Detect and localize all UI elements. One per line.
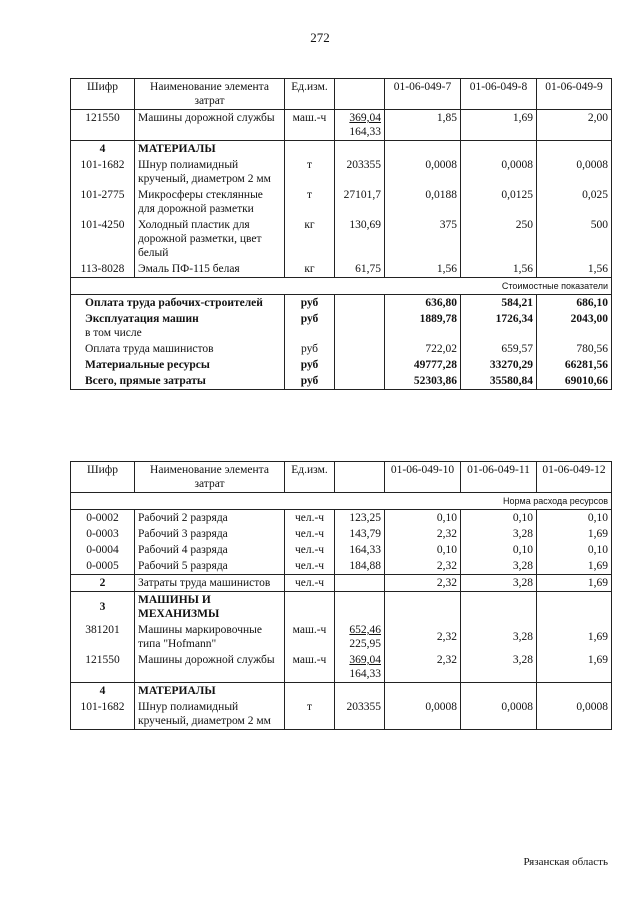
total-value-1: 1889,78 <box>385 311 461 341</box>
row-value-2: 3,28 <box>461 558 537 575</box>
region-footer: Рязанская область <box>523 856 608 868</box>
row-unit: чел.-ч <box>285 558 335 575</box>
empty-cell <box>335 575 385 592</box>
price-wage: 164,33 <box>349 126 381 138</box>
row-value-2: 0,0125 <box>461 187 537 217</box>
empty-cell <box>537 592 612 623</box>
row-code: 121550 <box>71 110 135 141</box>
row-value-1: 1,56 <box>385 261 461 278</box>
price-total: 369,04 <box>349 112 381 124</box>
header-col-7: 01-06-049-7 <box>385 79 461 110</box>
total-row <box>71 295 612 312</box>
row-name: Микросферы стеклянные для дорожной разметки <box>135 187 285 217</box>
row-name: Холодный пластик для дорожной разметки, цвет белый <box>135 217 285 261</box>
row-value-3: 0,10 <box>537 542 612 558</box>
total-value-3: 69010,66 <box>537 373 612 390</box>
total-row <box>71 341 612 357</box>
empty-cell <box>537 141 612 158</box>
row-price <box>335 622 385 652</box>
empty-cell <box>285 683 335 700</box>
header-unit: Ед.изм. <box>285 79 335 110</box>
total-unit: руб <box>285 373 335 390</box>
cost-indicators-note: Стоимостные показатели <box>71 278 612 295</box>
total-value-3: 66281,56 <box>537 357 612 373</box>
row-value-3: 1,69 <box>537 652 612 683</box>
total-value-1: 52303,86 <box>385 373 461 390</box>
empty-cell <box>537 683 612 700</box>
empty-cell <box>335 373 385 390</box>
row-value-3: 2,00 <box>537 110 612 141</box>
row-unit: чел.-ч <box>285 526 335 542</box>
row-unit: маш.-ч <box>285 622 335 652</box>
row-code: 0-0004 <box>71 542 135 558</box>
row-name: Рабочий 3 разряда <box>135 526 285 542</box>
price-wage: 225,95 <box>349 638 381 650</box>
empty-cell <box>335 341 385 357</box>
resource-table-1 <box>70 78 612 390</box>
section-number: 4 <box>71 683 135 700</box>
row-value-3: 500 <box>537 217 612 261</box>
header-price <box>335 462 385 493</box>
total-value-3: 780,56 <box>537 341 612 357</box>
empty-cell <box>335 141 385 158</box>
row-name: Эмаль ПФ-115 белая <box>135 261 285 278</box>
section-title: Затраты труда машинистов <box>135 575 285 592</box>
row-value-3: 1,69 <box>537 526 612 542</box>
header-price <box>335 79 385 110</box>
section-title: МАШИНЫ И МЕХАНИЗМЫ <box>135 592 285 623</box>
header-col-10: 01-06-049-10 <box>385 462 461 493</box>
row-value-1: 2,32 <box>385 558 461 575</box>
empty-cell <box>385 592 461 623</box>
section-row-machines <box>71 592 612 623</box>
table-row <box>71 261 612 278</box>
total-value-2: 33270,29 <box>461 357 537 373</box>
row-value-2: 1,69 <box>461 110 537 141</box>
row-unit: кг <box>285 217 335 261</box>
total-row <box>71 373 612 390</box>
section-row-materials <box>71 683 612 700</box>
row-code: 0-0002 <box>71 510 135 527</box>
total-name <box>71 311 285 341</box>
row-price: 203355 <box>335 699 385 730</box>
price-total: 652,46 <box>349 624 381 636</box>
note-row <box>71 493 612 510</box>
row-value-3: 0,0008 <box>537 157 612 187</box>
total-name-sub: в том числе <box>85 327 142 339</box>
row-unit: чел.-ч <box>285 542 335 558</box>
row-value-2: 0,0008 <box>461 699 537 730</box>
total-value-1: 636,80 <box>385 295 461 312</box>
row-unit: т <box>285 699 335 730</box>
note-row <box>71 278 612 295</box>
row-unit: т <box>285 157 335 187</box>
total-value-1: 49777,28 <box>385 357 461 373</box>
total-name: Всего, прямые затраты <box>71 373 285 390</box>
total-unit: руб <box>285 341 335 357</box>
row-unit: кг <box>285 261 335 278</box>
empty-cell <box>335 592 385 623</box>
table-row <box>71 652 612 683</box>
row-value-3: 0,10 <box>537 510 612 527</box>
row-name: Машины дорожной службы <box>135 652 285 683</box>
table-header-row <box>71 79 612 110</box>
empty-cell <box>285 141 335 158</box>
row-value-1: 1,85 <box>385 110 461 141</box>
total-unit: руб <box>285 295 335 312</box>
row-price: 123,25 <box>335 510 385 527</box>
row-price: 143,79 <box>335 526 385 542</box>
row-name: Рабочий 2 разряда <box>135 510 285 527</box>
row-code: 381201 <box>71 622 135 652</box>
row-value-2: 3,28 <box>461 622 537 652</box>
row-name: Шнур полиамидный крученый, диаметром 2 мм <box>135 699 285 730</box>
row-name: Машины дорожной службы <box>135 110 285 141</box>
row-unit: чел.-ч <box>285 575 335 592</box>
empty-cell <box>285 592 335 623</box>
row-value-1: 2,32 <box>385 575 461 592</box>
row-value-2: 250 <box>461 217 537 261</box>
table-row <box>71 699 612 730</box>
table-row <box>71 510 612 527</box>
header-col-9: 01-06-049-9 <box>537 79 612 110</box>
total-unit: руб <box>285 357 335 373</box>
empty-cell <box>335 683 385 700</box>
row-price: 203355 <box>335 157 385 187</box>
section-title: МАТЕРИАЛЫ <box>135 683 285 700</box>
row-value-1: 375 <box>385 217 461 261</box>
row-price <box>335 652 385 683</box>
row-value-2: 0,0008 <box>461 157 537 187</box>
empty-cell <box>335 357 385 373</box>
table-row <box>71 558 612 575</box>
total-value-3: 2043,00 <box>537 311 612 341</box>
norm-note: Норма расхода ресурсов <box>71 493 612 510</box>
row-code: 101-2775 <box>71 187 135 217</box>
row-unit: маш.-ч <box>285 652 335 683</box>
row-value-1: 2,32 <box>385 526 461 542</box>
table-row <box>71 187 612 217</box>
header-name: Наименование элемента затрат <box>135 462 285 493</box>
header-col-8: 01-06-049-8 <box>461 79 537 110</box>
row-name: Рабочий 5 разряда <box>135 558 285 575</box>
row-value-1: 2,32 <box>385 622 461 652</box>
row-price: 27101,7 <box>335 187 385 217</box>
total-name: Оплата труда рабочих-строителей <box>71 295 285 312</box>
row-value-1: 0,0188 <box>385 187 461 217</box>
table-row <box>71 157 612 187</box>
row-value-3: 0,0008 <box>537 699 612 730</box>
section-row-machinists <box>71 575 612 592</box>
row-value-2: 0,10 <box>461 510 537 527</box>
section-title: МАТЕРИАЛЫ <box>135 141 285 158</box>
row-value-2: 3,28 <box>461 575 537 592</box>
header-col-12: 01-06-049-12 <box>537 462 612 493</box>
row-unit: чел.-ч <box>285 510 335 527</box>
resource-table-2 <box>70 461 612 730</box>
row-unit: маш.-ч <box>285 110 335 141</box>
table-row <box>71 217 612 261</box>
table-row <box>71 622 612 652</box>
row-code: 113-8028 <box>71 261 135 278</box>
row-name: Рабочий 4 разряда <box>135 542 285 558</box>
row-name: Машины маркировочные типа "Hofmann" <box>135 622 285 652</box>
row-value-3: 1,69 <box>537 575 612 592</box>
total-name: Материальные ресурсы <box>71 357 285 373</box>
total-value-2: 1726,34 <box>461 311 537 341</box>
row-code: 0-0003 <box>71 526 135 542</box>
row-price <box>335 110 385 141</box>
row-price: 130,69 <box>335 217 385 261</box>
header-name: Наименование элемента затрат <box>135 79 285 110</box>
header-code: Шифр <box>71 79 135 110</box>
row-value-1: 2,32 <box>385 652 461 683</box>
table-header-row <box>71 462 612 493</box>
row-value-3: 1,69 <box>537 558 612 575</box>
header-code: Шифр <box>71 462 135 493</box>
section-number: 3 <box>71 592 135 623</box>
price-total: 369,04 <box>349 654 381 666</box>
empty-cell <box>461 683 537 700</box>
row-value-2: 3,28 <box>461 652 537 683</box>
row-value-3: 1,69 <box>537 622 612 652</box>
header-unit: Ед.изм. <box>285 462 335 493</box>
row-value-2: 0,10 <box>461 542 537 558</box>
row-code: 101-1682 <box>71 157 135 187</box>
row-value-2: 1,56 <box>461 261 537 278</box>
empty-cell <box>461 141 537 158</box>
row-price: 61,75 <box>335 261 385 278</box>
row-value-1: 0,0008 <box>385 157 461 187</box>
row-value-3: 0,025 <box>537 187 612 217</box>
row-price: 184,88 <box>335 558 385 575</box>
row-value-1: 0,0008 <box>385 699 461 730</box>
empty-cell <box>385 141 461 158</box>
row-value-3: 1,56 <box>537 261 612 278</box>
table-row <box>71 526 612 542</box>
row-value-1: 0,10 <box>385 542 461 558</box>
total-row <box>71 357 612 373</box>
section-number: 2 <box>71 575 135 592</box>
page-number: 272 <box>310 30 330 45</box>
empty-cell <box>461 592 537 623</box>
row-code: 121550 <box>71 652 135 683</box>
total-unit: руб <box>285 311 335 341</box>
total-value-3: 686,10 <box>537 295 612 312</box>
row-code: 101-1682 <box>71 699 135 730</box>
section-row-materials <box>71 141 612 158</box>
total-name: Оплата труда машинистов <box>71 341 285 357</box>
row-code: 0-0005 <box>71 558 135 575</box>
row-name: Шнур полиамидный крученый, диаметром 2 мм <box>135 157 285 187</box>
total-row <box>71 311 612 341</box>
total-value-1: 722,02 <box>385 341 461 357</box>
table-row <box>71 542 612 558</box>
total-name-main: Эксплуатация машин <box>85 313 199 325</box>
row-price: 164,33 <box>335 542 385 558</box>
empty-cell <box>385 683 461 700</box>
total-value-2: 584,21 <box>461 295 537 312</box>
table-row <box>71 110 612 141</box>
row-value-2: 3,28 <box>461 526 537 542</box>
empty-cell <box>335 295 385 312</box>
total-value-2: 659,57 <box>461 341 537 357</box>
header-col-11: 01-06-049-11 <box>461 462 537 493</box>
empty-cell <box>335 311 385 341</box>
price-wage: 164,33 <box>349 668 381 680</box>
row-code: 101-4250 <box>71 217 135 261</box>
section-number: 4 <box>71 141 135 158</box>
total-value-2: 35580,84 <box>461 373 537 390</box>
row-value-1: 0,10 <box>385 510 461 527</box>
row-unit: т <box>285 187 335 217</box>
